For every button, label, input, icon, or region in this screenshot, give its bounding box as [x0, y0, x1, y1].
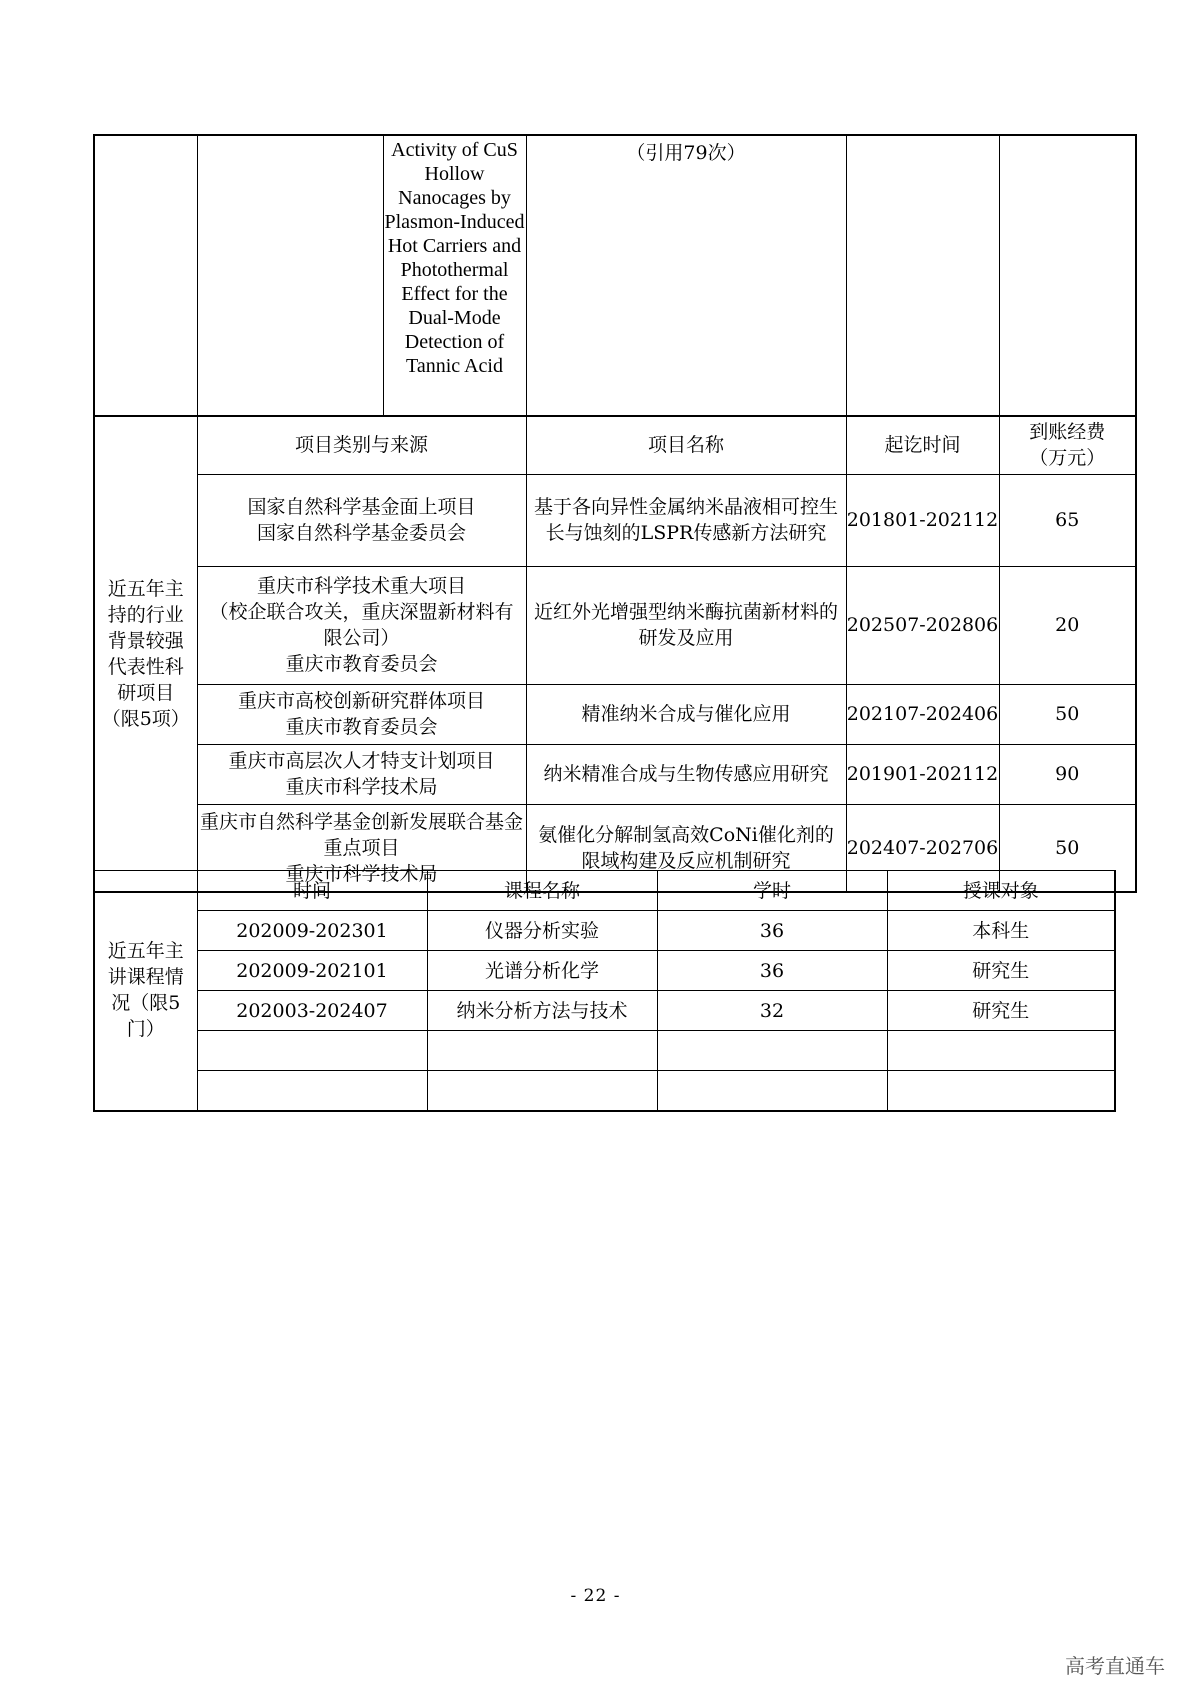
table-row	[94, 566, 1136, 684]
project-category: 重庆市高层次人才特支计划项目 重庆市科学技术局	[197, 744, 526, 804]
course-audience: 研究生	[887, 951, 1115, 991]
course-name: 光谱分析化学	[427, 951, 657, 991]
table-row	[94, 474, 1136, 566]
projects-section-label: 近五年主持的行业背景较强代表性科研项目（限5项）	[94, 416, 197, 892]
courses-header-row	[94, 871, 1115, 911]
table-row	[94, 744, 1136, 804]
header-hours: 学时	[657, 871, 887, 911]
table-row-empty	[94, 1031, 1115, 1071]
paper-citation: （引用79次）	[526, 135, 846, 416]
course-time: 202009-202301	[197, 911, 427, 951]
project-category: 国家自然科学基金面上项目 国家自然科学基金委员会	[197, 474, 526, 566]
project-period: 202507-202806	[846, 566, 999, 684]
header-audience: 授课对象	[887, 871, 1115, 911]
header-name: 项目名称	[526, 416, 846, 474]
project-period: 201801-202112	[846, 474, 999, 566]
course-hours: 32	[657, 991, 887, 1031]
course-time: 202003-202407	[197, 991, 427, 1031]
project-funding: 50	[999, 684, 1136, 744]
project-period: 202107-202406	[846, 684, 999, 744]
table-row-empty	[94, 1071, 1115, 1111]
project-funding: 50	[999, 804, 1136, 892]
course-audience: 研究生	[887, 991, 1115, 1031]
paper-row	[94, 135, 1136, 416]
table-row	[94, 951, 1115, 991]
paper-title: Activity of CuS Hollow Nanocages by Plasmon-Induced Hot Carriers and Photothermal Effect for the Dual-Mode Detection of Tannic Acid	[383, 135, 526, 416]
projects-table	[93, 134, 1137, 893]
project-name: 纳米精准合成与生物传感应用研究	[526, 744, 846, 804]
course-name: 纳米分析方法与技术	[427, 991, 657, 1031]
projects-header-row	[94, 416, 1136, 474]
header-funding: 到账经费（万元）	[999, 416, 1136, 474]
project-name: 基于各向异性金属纳米晶液相可控生长与蚀刻的LSPR传感新方法研究	[526, 474, 846, 566]
course-time: 202009-202101	[197, 951, 427, 991]
project-category: 重庆市高校创新研究群体项目 重庆市教育委员会	[197, 684, 526, 744]
project-category: 重庆市科学技术重大项目 （校企联合攻关，重庆深盟新材料有限公司） 重庆市教育委员会	[197, 566, 526, 684]
project-name: 精准纳米合成与催化应用	[526, 684, 846, 744]
project-period: 201901-202112	[846, 744, 999, 804]
course-hours: 36	[657, 951, 887, 991]
page-number: - 22 -	[570, 1586, 621, 1606]
course-name: 仪器分析实验	[427, 911, 657, 951]
header-category: 项目类别与来源	[197, 416, 526, 474]
course-hours: 36	[657, 911, 887, 951]
course-audience: 本科生	[887, 911, 1115, 951]
project-name: 近红外光增强型纳米酶抗菌新材料的研发及应用	[526, 566, 846, 684]
project-funding: 90	[999, 744, 1136, 804]
project-name: 氨催化分解制氢高效CoNi催化剂的限域构建及反应机制研究	[526, 804, 846, 892]
table-row	[94, 911, 1115, 951]
project-category: 重庆市自然科学基金创新发展联合基金重点项目 重庆市科学技术局	[197, 804, 526, 892]
header-time: 时间	[197, 871, 427, 911]
project-period: 202407-202706	[846, 804, 999, 892]
project-funding: 65	[999, 474, 1136, 566]
watermark: 高考直通车	[1065, 1654, 1165, 1678]
courses-table	[93, 870, 1116, 1112]
table-row	[94, 991, 1115, 1031]
header-period: 起讫时间	[846, 416, 999, 474]
courses-section-label: 近五年主讲课程情况（限5门）	[94, 871, 197, 1111]
table-row	[94, 684, 1136, 744]
header-course-name: 课程名称	[427, 871, 657, 911]
project-funding: 20	[999, 566, 1136, 684]
